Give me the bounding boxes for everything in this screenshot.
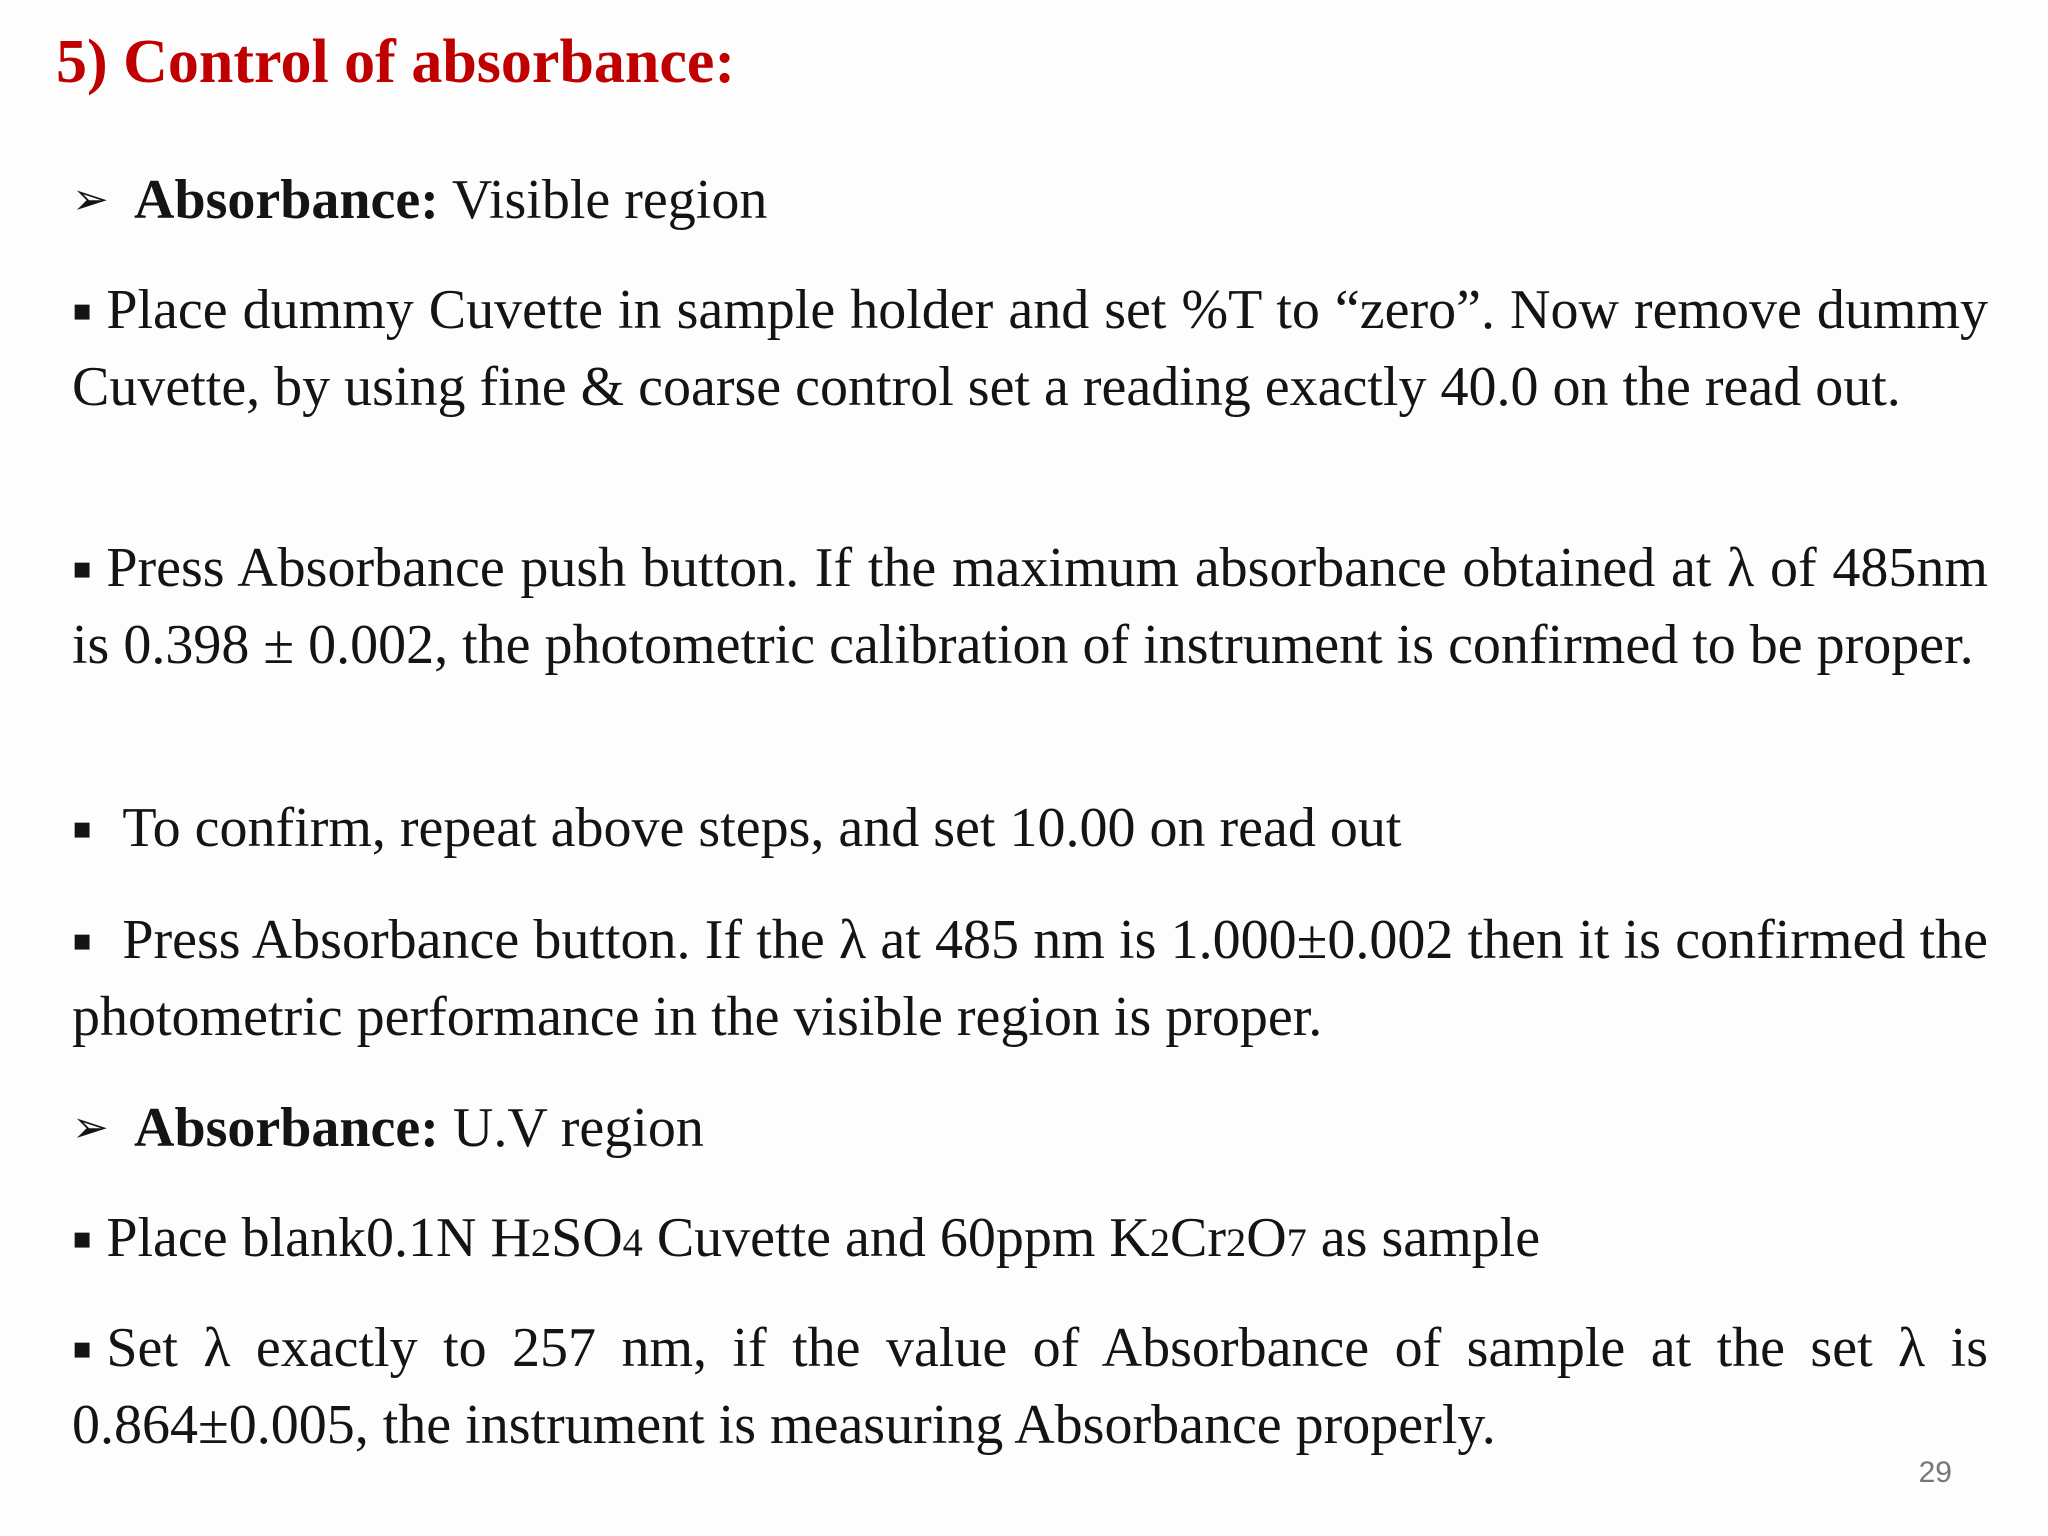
subscript: 7 [1286, 1220, 1307, 1265]
slide-title: 5) Control of absorbance: [56, 28, 736, 96]
subscript: 2 [530, 1220, 552, 1265]
text-run: Cuvette and 60ppm K [642, 1207, 1150, 1269]
square-bullet-icon: ▪ [72, 1221, 93, 1256]
subscript: 4 [622, 1220, 643, 1265]
paragraph-press-absorbance-push-button [72, 530, 1988, 683]
section-heading-uv [72, 1090, 1988, 1166]
arrow-bullet-icon: ➢ [72, 1102, 109, 1153]
page-number: 29 [1918, 1456, 1952, 1489]
paragraph-set-lambda [72, 1310, 1988, 1463]
paragraph-text: Set λ exactly to 257 nm, if the value of Absorbance of sample at the set λ is 0.864±0.005, the instrument is measuring Absorbance properly. [72, 1317, 1988, 1456]
section-heading-visible [72, 162, 1988, 238]
text-run: O [1246, 1207, 1287, 1269]
paragraph-to-confirm [72, 790, 1988, 867]
paragraph-place-dummy-cuvette [72, 272, 1988, 425]
section-heading-label: Absorbance: [134, 1097, 439, 1159]
text-run: as sample [1306, 1207, 1541, 1269]
square-bullet-icon: ▪ [72, 293, 93, 328]
section-heading-text: U.V region [438, 1097, 704, 1159]
section-heading-label: Absorbance: [134, 169, 439, 231]
text-run: SO [551, 1207, 623, 1269]
paragraph-press-absorbance-button [72, 902, 1988, 1055]
text-run: Place blank0.1N H [106, 1207, 531, 1269]
paragraph-text: To confirm, repeat above steps, and set 10.00 on read out [122, 797, 1402, 859]
subscript: 2 [1226, 1220, 1247, 1265]
section-heading-text: Visible region [438, 169, 768, 231]
paragraph-text: Press Absorbance push button. If the maximum absorbance obtained at λ of 485nm is 0.398 ± 0.002, the photometric calibration of instrument is confirmed to be proper. [72, 537, 1988, 676]
square-bullet-icon: ▪ [72, 551, 93, 586]
square-bullet-icon: ▪ [72, 923, 93, 958]
square-bullet-icon: ▪ [72, 811, 93, 846]
subscript: 2 [1149, 1220, 1171, 1265]
paragraph-text: Press Absorbance button. If the λ at 485 nm is 1.000±0.002 then it is confirmed the photometric performance in the visible region is proper. [72, 909, 1988, 1048]
text-run: Cr [1170, 1207, 1227, 1269]
arrow-bullet-icon: ➢ [72, 174, 109, 225]
square-bullet-icon: ▪ [72, 1331, 93, 1366]
paragraph-text: Place dummy Cuvette in sample holder and set %T to “zero”. Now remove dummy Cuvette, by using fine & coarse control set a reading exactly 40.0 on the read out. [72, 279, 1988, 418]
paragraph-place-blank [72, 1200, 1988, 1281]
